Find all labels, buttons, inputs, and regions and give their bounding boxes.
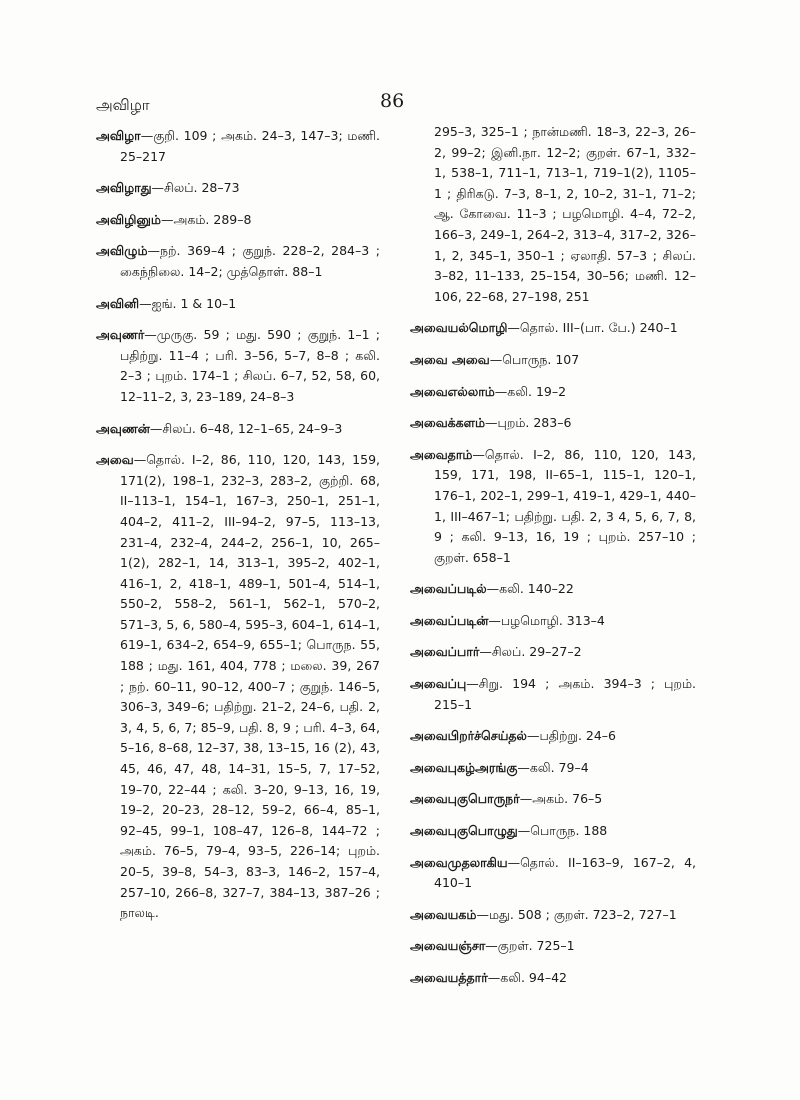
entry-references: —முருகு. 59 ; மது. 590 ; குறுந். 1–1 ; பதிற்று. 11–4 ; பரி. 3–56, 5–7, 8–8 ; கலி. 2–3 ; புறம். 174–1 ; சிலப். 6–7, 52, 58, 60, 12–11–2, 3, 23–189, 24–8–3 — [120, 327, 380, 404]
index-entry — [410, 674, 696, 715]
entry-references: —பொருந. 188 — [517, 823, 608, 839]
index-entry — [410, 350, 696, 371]
running-head: அவிழா — [96, 96, 150, 114]
entry-term: அவைபிறர்ச்செய்தல் — [410, 728, 527, 744]
entry-references: —கலி. 140–22 — [486, 581, 574, 597]
index-entry — [410, 579, 696, 600]
index-entry — [410, 445, 696, 569]
index-entry — [410, 789, 696, 810]
entry-references: —கலி. 19–2 — [494, 383, 567, 399]
index-entry — [96, 241, 380, 282]
entry-term: அவைஎல்லாம் — [410, 383, 495, 399]
entry-term: அவிழா — [96, 128, 141, 143]
entry-term: அவைபுகுபொருநர் — [410, 791, 520, 807]
entry-term: அவுணன் — [96, 420, 150, 436]
index-entry — [410, 853, 696, 894]
entry-references: —தொல். III–(பா. பே.) 240–1 — [507, 320, 678, 336]
entry-term: அவைபுகழ்அரங்கு — [410, 759, 518, 775]
index-entry — [96, 126, 380, 167]
entry-term: அவைப்படில் — [410, 581, 487, 597]
entry-references: —சிலப். 29–27–2 — [479, 644, 582, 660]
index-entry — [410, 611, 696, 632]
entry-references: —சிலப். 28–73 — [151, 180, 240, 196]
index-entry — [410, 726, 696, 747]
entry-references: —கலி. 79–4 — [517, 759, 589, 775]
entry-term: அவைப்பு — [410, 676, 467, 692]
entry-term: அவையஞ்சா — [410, 938, 486, 954]
index-entry — [410, 382, 696, 403]
page-number: 86 — [380, 90, 405, 112]
entry-term: அவைபுகுபொழுது — [410, 823, 518, 839]
index-entry — [96, 450, 380, 924]
right-column — [410, 126, 696, 1000]
index-entry — [96, 210, 380, 231]
index-entry — [96, 325, 380, 407]
entry-term: அவை — [96, 452, 134, 468]
left-column — [96, 126, 380, 935]
index-entry — [96, 419, 380, 440]
entry-references: —பொருந. 107 — [489, 351, 580, 367]
entry-term: அவைதாம் — [410, 446, 473, 462]
index-entry — [410, 968, 696, 989]
entry-term: அவுணர் — [96, 327, 145, 343]
entry-references: 295–3, 325–1 ; நான்மணி. 18–3, 22–3, 26–2, 99–2; இனி.நா. 12–2; குறள். 67–1, 332–1, 538–1, 711–1, 713–1, 719–1(2), 1105–1 ; திரிகடு. 7–3, 8–1, 2, 10–2, 31–1, 71–2; ஆ. கோவை. 11–3 ; பழமொழி. 4–4, 72–2, 166–3, 249–1, 264–2, 313–4, 317–2, 326–1, 2, 345–1, 350–1 ; ஏலாதி. 57–3 ; சிலப். 3–82, 11–133, 25–154, 30–56; மணி. 12–106, 22–68, 27–198, 251 — [434, 124, 696, 304]
entry-references: —குறி. 109 ; அகம். 24–3, 147–3; மணி. 25–217 — [120, 128, 380, 164]
entry-references: —தொல். I–2, 86, 110, 120, 143, 159, 171, 198, II–65–1, 115–1, 120–1, 176–1, 202–1, 299–1, 419–1, 429–1, 440–1, III–467–1; பதிற்று. பதி. 2, 3 4, 5, 6, 7, 8, 9 ; கலி. 9–13, 16, 19 ; புறம். 257–10 ; குறள். 658–1 — [434, 446, 696, 565]
index-entry — [410, 122, 696, 307]
entry-references: —மது. 508 ; குறள். 723–2, 727–1 — [476, 906, 677, 922]
entry-references: —நற். 369–4 ; குறுந். 228–2, 284–3 ; கைந்நிலை. 14–2; முத்தொள். 88–1 — [120, 243, 380, 279]
entry-references: —சிறு. 194 ; அகம். 394–3 ; புறம். 215–1 — [434, 676, 696, 712]
entry-references: —புறம். 283–6 — [485, 415, 572, 431]
entry-references: —சிலப். 6–48, 12–1–65, 24–9–3 — [149, 420, 343, 436]
entry-term: அவைப்படின் — [410, 612, 489, 628]
entry-references: —தொல். II–163–9, 167–2, 4, 410–1 — [434, 854, 696, 891]
index-entry — [410, 413, 696, 434]
entry-term: அவைப்பார் — [410, 644, 480, 660]
index-entry — [410, 318, 696, 339]
entry-references: —ஐங். 1 & 10–1 — [139, 295, 237, 311]
entry-references: —குறள். 725–1 — [485, 938, 575, 954]
entry-term: அவையல்மொழி — [410, 320, 508, 336]
entry-term: அவைக்களம் — [410, 415, 486, 431]
entry-references: —அகம். 76–5 — [519, 791, 603, 807]
entry-term: அவிழும் — [96, 243, 148, 259]
index-entry — [410, 821, 696, 842]
index-entry — [96, 178, 380, 199]
entry-references: —தொல். I–2, 86, 110, 120, 143, 159, 171(2), 198–1, 232–3, 283–2, குற்றி. 68, II–113–1, 154–1, 167–3, 250–1, 251–1, 404–2, 411–2, III–94–2, 97–5, 113–13, 231–4, 232–4, 244–2, 256–1, 10, 265–1(2), 282–1, 14, 313–1, 395–2, 402–1, 416–1, 2, 418–1, 489–1, 501–4, 514–1, 550–2, 558–2, 561–1, 562–1, 570–2, 571–3, 5, 6, 580–4, 595–3, 604–1, 614–1, 619–1, 634–2, 654–9, 655–1; பொருந. 55, 188 ; மது. 161, 404, 778 ; மலை. 39, 267 ; நற். 60–11, 90–12, 400–7 ; குறுந். 146–5, 306–3, 349–6; பதிற்று. 21–2, 24–6, பதி. 2, 3, 4, 5, 6, 7; 85–9, பதி. 8, 9 ; பரி. 4–3, 64, 5–16, 8–68, 12–37, 38, 13–15, 16 (2), 43, 45, 46, 47, 48, 14–31, 15–5, 7, 17–52, 19–70, 22–44 ; கலி. 3–20, 9–13, 16, 19, 19–2, 20–23, 28–12, 59–2, 66–4, 85–1, 92–45, 99–1, 108–47, 126–8, 144–72 ; அகம். 76–5, 79–4, 93–5, 226–14; புறம். 20–5, 39–8, 54–3, 83–3, 146–2, 157–4, 257–10, 266–8, 327–7, 384–13, 387–26 ; நாலடி. — [120, 452, 380, 921]
entry-references: —அகம். 289–8 — [160, 211, 252, 227]
entry-term: அவையத்தார் — [410, 970, 488, 985]
index-entry — [410, 642, 696, 663]
entry-references: —கலி. 94–42 — [487, 970, 567, 985]
entry-term: அவையகம் — [410, 906, 477, 922]
entry-term: அவைமுதலாகிய — [410, 854, 508, 870]
index-entry — [410, 758, 696, 779]
entry-term: அவை அவை — [410, 351, 490, 367]
entry-references: —பழமொழி. 313–4 — [488, 612, 605, 628]
entry-term: அவிழினும் — [96, 211, 161, 227]
index-entry — [410, 905, 696, 926]
index-entry — [410, 936, 696, 957]
index-entry — [96, 294, 380, 315]
entry-references: —பதிற்று. 24–6 — [526, 728, 616, 744]
entry-term: அவிழாது — [96, 180, 152, 196]
entry-term: அவினி — [96, 295, 140, 311]
